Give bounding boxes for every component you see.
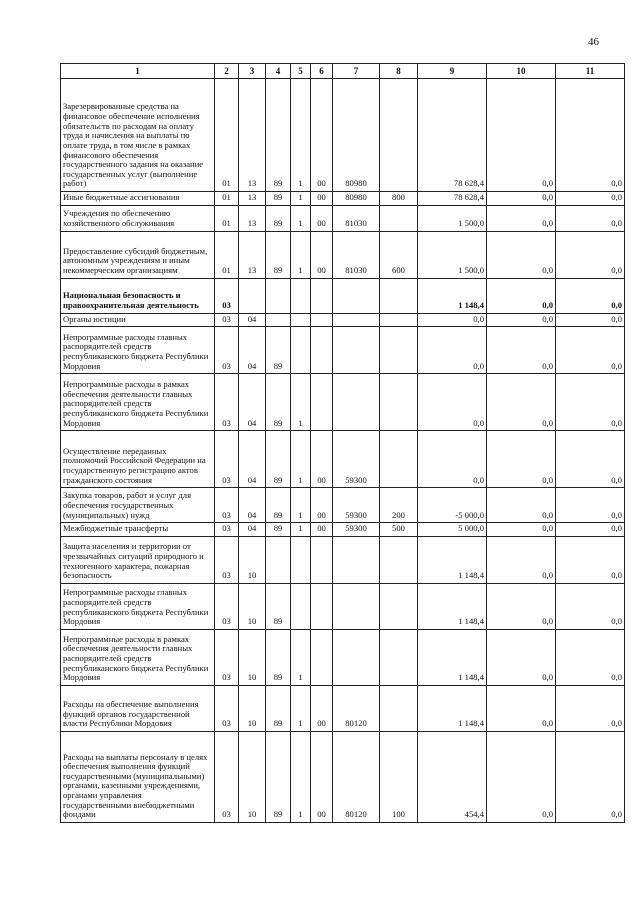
header-cell: 4 [266,64,291,79]
cell-c4: 89 [266,205,291,231]
cell-c11: 0,0 [556,583,625,629]
cell-c11: 0,0 [556,629,625,685]
page-number: 46 [588,36,599,48]
cell-c11: 0,0 [556,313,625,327]
cell-c9: 0,0 [418,327,487,374]
cell-c6 [311,583,333,629]
cell-c8 [380,629,418,685]
cell-c8: 500 [380,523,418,537]
table-row [61,523,625,537]
cell-c6: 00 [311,731,333,822]
cell-c2: 03 [215,313,239,327]
cell-c5 [291,327,311,374]
cell-c9: 454,4 [418,731,487,822]
cell-c10: 0,0 [487,523,556,537]
table-row [61,192,625,206]
header-cell: 3 [239,64,266,79]
cell-c8 [380,205,418,231]
cell-c10: 0,0 [487,731,556,822]
cell-c5: 1 [291,374,311,431]
cell-c7: 80120 [333,685,380,731]
cell-c5 [291,278,311,313]
cell-c6: 00 [311,431,333,488]
cell-c11: 0,0 [556,731,625,822]
row-label-cell: Непрограммные расходы в рамках обеспечения деятельности главных распорядителей средств республиканского бюджета Республики Мордовия [61,374,215,431]
cell-c3: 10 [239,583,266,629]
cell-c11: 0,0 [556,536,625,583]
cell-c7 [333,278,380,313]
cell-c4: 89 [266,685,291,731]
cell-c5: 1 [291,192,311,206]
cell-c8 [380,79,418,192]
cell-c9: 1 500,0 [418,231,487,278]
row-label-cell: Закупка товаров, работ и услуг для обеспечения государственных (муниципальных) нужд [61,488,215,523]
cell-c6 [311,374,333,431]
cell-c2: 03 [215,629,239,685]
cell-c8 [380,583,418,629]
cell-c2: 03 [215,523,239,537]
cell-c11: 0,0 [556,523,625,537]
cell-c4: 89 [266,231,291,278]
cell-c11: 0,0 [556,685,625,731]
row-label-cell: Расходы на выплаты персоналу в целях обеспечения выполнения функций государственными (муниципальными) органами, казенными учреждениями, органами управления государственными внебюджетными фондами [61,731,215,822]
cell-c11: 0,0 [556,278,625,313]
cell-c4: 89 [266,374,291,431]
cell-c5 [291,313,311,327]
row-label-cell: Непрограммные расходы в рамках обеспечения деятельности главных распорядителей средств республиканского бюджета Республики Мордовия [61,629,215,685]
cell-c7 [333,583,380,629]
cell-c9: 78 628,4 [418,192,487,206]
row-label-cell: Учреждения по обеспечению хозяйственного обслуживания [61,205,215,231]
row-label-cell: Межбюджетные трансферты [61,523,215,537]
cell-c2: 03 [215,488,239,523]
cell-c2: 03 [215,374,239,431]
cell-c8: 200 [380,488,418,523]
row-label-cell: Предоставление субсидий бюджетным, автономным учреждениям и иным некоммерческим организациям [61,231,215,278]
cell-c7: 59300 [333,488,380,523]
header-cell: 1 [61,64,215,79]
cell-c2: 03 [215,536,239,583]
cell-c4 [266,278,291,313]
cell-c6 [311,313,333,327]
cell-c6: 00 [311,79,333,192]
header-cell: 2 [215,64,239,79]
cell-c3: 13 [239,205,266,231]
cell-c2: 03 [215,327,239,374]
cell-c7: 59300 [333,523,380,537]
header-cell: 8 [380,64,418,79]
cell-c9: 0,0 [418,374,487,431]
budget-table [60,63,625,823]
cell-c10: 0,0 [487,192,556,206]
row-label-cell: Защита населения и территории от чрезвычайных ситуаций природного и техногенного характера, пожарная безопасность [61,536,215,583]
cell-c9: 1 148,4 [418,278,487,313]
cell-c10: 0,0 [487,327,556,374]
cell-c11: 0,0 [556,231,625,278]
cell-c7 [333,629,380,685]
cell-c7: 59300 [333,431,380,488]
cell-c8 [380,313,418,327]
cell-c7 [333,536,380,583]
cell-c3 [239,278,266,313]
cell-c3: 04 [239,327,266,374]
cell-c6: 00 [311,231,333,278]
cell-c11: 0,0 [556,205,625,231]
cell-c11: 0,0 [556,374,625,431]
cell-c2: 01 [215,231,239,278]
table-header-row [61,64,625,79]
cell-c6 [311,536,333,583]
cell-c10: 0,0 [487,205,556,231]
cell-c7: 80980 [333,192,380,206]
cell-c4: 89 [266,79,291,192]
cell-c11: 0,0 [556,192,625,206]
header-cell: 7 [333,64,380,79]
cell-c3: 04 [239,523,266,537]
row-label-cell: Расходы на обеспечение выполнения функций органов государственной власти Республики Мордовия [61,685,215,731]
cell-c5: 1 [291,231,311,278]
cell-c8: 100 [380,731,418,822]
table-row [61,205,625,231]
table-row [61,685,625,731]
cell-c9: 1 148,4 [418,685,487,731]
cell-c3: 10 [239,731,266,822]
cell-c4: 89 [266,583,291,629]
cell-c3: 10 [239,536,266,583]
cell-c2: 03 [215,685,239,731]
cell-c6: 00 [311,523,333,537]
cell-c10: 0,0 [487,685,556,731]
cell-c6: 00 [311,192,333,206]
table-row [61,278,625,313]
cell-c4 [266,313,291,327]
cell-c9: 1 148,4 [418,583,487,629]
cell-c10: 0,0 [487,431,556,488]
cell-c9: 1 500,0 [418,205,487,231]
cell-c10: 0,0 [487,278,556,313]
cell-c11: 0,0 [556,327,625,374]
cell-c3: 04 [239,488,266,523]
cell-c3: 04 [239,431,266,488]
cell-c8: 800 [380,192,418,206]
row-label-cell: Иные бюджетные ассигнования [61,192,215,206]
cell-c8 [380,685,418,731]
row-label-cell: Органы юстиции [61,313,215,327]
row-label-cell: Непрограммные расходы главных распорядителей средств республиканского бюджета Республики Мордовия [61,327,215,374]
cell-c5: 1 [291,79,311,192]
table-row [61,431,625,488]
table-row [61,313,625,327]
cell-c11: 0,0 [556,488,625,523]
table-row [61,629,625,685]
cell-c9: 0,0 [418,313,487,327]
cell-c2: 01 [215,192,239,206]
cell-c2: 01 [215,205,239,231]
header-cell: 10 [487,64,556,79]
cell-c4: 89 [266,629,291,685]
cell-c7: 80980 [333,79,380,192]
cell-c9: 0,0 [418,431,487,488]
cell-c2: 01 [215,79,239,192]
cell-c4: 89 [266,731,291,822]
cell-c8 [380,536,418,583]
cell-c6: 00 [311,685,333,731]
cell-c9: 78 628,4 [418,79,487,192]
cell-c10: 0,0 [487,488,556,523]
cell-c10: 0,0 [487,79,556,192]
cell-c6: 00 [311,488,333,523]
cell-c9: 1 148,4 [418,536,487,583]
cell-c8 [380,431,418,488]
cell-c5: 1 [291,488,311,523]
cell-c10: 0,0 [487,583,556,629]
header-cell: 6 [311,64,333,79]
cell-c7 [333,374,380,431]
row-label-cell: Национальная безопасность и правоохранительная деятельность [61,278,215,313]
cell-c5 [291,536,311,583]
cell-c5: 1 [291,205,311,231]
table-row [61,583,625,629]
cell-c7 [333,327,380,374]
cell-c10: 0,0 [487,231,556,278]
cell-c6 [311,327,333,374]
cell-c5: 1 [291,685,311,731]
cell-c2: 03 [215,583,239,629]
header-cell: 5 [291,64,311,79]
table-row [61,536,625,583]
cell-c7: 81030 [333,231,380,278]
cell-c9: -5 000,0 [418,488,487,523]
cell-c3: 13 [239,192,266,206]
cell-c5: 1 [291,523,311,537]
cell-c4: 89 [266,192,291,206]
cell-c5: 1 [291,431,311,488]
table-row [61,327,625,374]
cell-c9: 5 000,0 [418,523,487,537]
cell-c3: 04 [239,313,266,327]
cell-c5: 1 [291,731,311,822]
cell-c4: 89 [266,488,291,523]
row-label-cell: Зарезервированные средства на финансовое обеспечение исполнения обязательств по расходам на оплату труда и начисления на выплаты по оплате труда, в том числе в рамках финансового обеспечения государственного задания на оказание государственных услуг (выполнение работ) [61,79,215,192]
cell-c4: 89 [266,523,291,537]
cell-c5: 1 [291,629,311,685]
cell-c9: 1 148,4 [418,629,487,685]
cell-c8: 600 [380,231,418,278]
cell-c11: 0,0 [556,431,625,488]
cell-c7 [333,313,380,327]
cell-c6 [311,629,333,685]
cell-c5 [291,583,311,629]
table-row [61,79,625,192]
cell-c2: 03 [215,731,239,822]
cell-c8 [380,374,418,431]
table-row [61,231,625,278]
cell-c4: 89 [266,327,291,374]
header-cell: 11 [556,64,625,79]
cell-c3: 10 [239,685,266,731]
table-row [61,374,625,431]
cell-c10: 0,0 [487,374,556,431]
row-label-cell: Непрограммные расходы главных распорядителей средств республиканского бюджета Республики Мордовия [61,583,215,629]
cell-c11: 0,0 [556,79,625,192]
row-label-cell: Осуществление переданных полномочий Российской Федерации на государственную регистрацию актов гражданского состояния [61,431,215,488]
cell-c3: 10 [239,629,266,685]
cell-c10: 0,0 [487,629,556,685]
cell-c4: 89 [266,431,291,488]
cell-c7: 80120 [333,731,380,822]
cell-c8 [380,278,418,313]
cell-c2: 03 [215,431,239,488]
cell-c2: 03 [215,278,239,313]
cell-c3: 04 [239,374,266,431]
table-row [61,731,625,822]
cell-c6 [311,278,333,313]
cell-c10: 0,0 [487,536,556,583]
table-row [61,488,625,523]
cell-c10: 0,0 [487,313,556,327]
cell-c4 [266,536,291,583]
cell-c8 [380,327,418,374]
cell-c6: 00 [311,205,333,231]
header-cell: 9 [418,64,487,79]
cell-c3: 13 [239,231,266,278]
cell-c3: 13 [239,79,266,192]
cell-c7: 81030 [333,205,380,231]
